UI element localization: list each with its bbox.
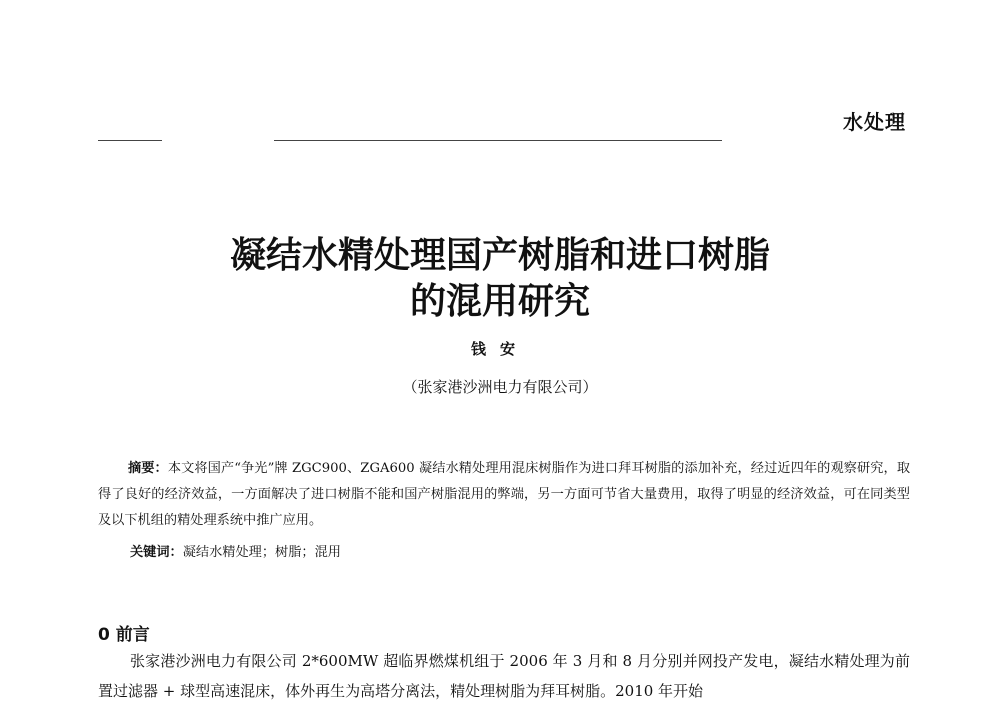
title-line-1: 凝结水精处理国产树脂和进口树脂	[229, 235, 770, 276]
section-label: 水处理	[843, 110, 906, 134]
abstract	[98, 456, 910, 534]
title-line-2: 的混用研究	[409, 281, 590, 322]
affiliation: （张家港沙洲电力有限公司）	[402, 378, 598, 396]
abstract-label: 摘要：	[128, 461, 168, 476]
keywords-label: 关键词：	[130, 545, 183, 560]
section-heading: 0 前言	[98, 625, 150, 645]
body-paragraph: 张家港沙洲电力有限公司 2*600MW 超临界燃煤机组于 2006 年 3 月和 8 月分别并网投产发电，凝结水精处理为前置过滤器 + 球型高速混床，体外再生为高塔分离法，精处理树脂为拜耳树脂。2010 年开始	[98, 652, 910, 700]
header-rule-left	[98, 140, 162, 141]
abstract-text: 本文将国产“争光”牌 ZGC900、ZGA600 凝结水精处理用混床树脂作为进口拜耳树脂的添加补充，经过近四年的观察研究，取得了良好的经济效益，一方面解决了进口树脂不能和国产树脂混用的弊端，另一方面可节省大量费用，取得了明显的经济效益，可在同类型及以下机组的精处理系统中推广应用。	[98, 461, 911, 528]
author: 钱安	[470, 340, 529, 358]
article-title	[0, 233, 1000, 325]
keywords	[130, 543, 341, 563]
header-rule-right	[274, 140, 722, 141]
keywords-text: 凝结水精处理；树脂；混用	[182, 545, 341, 560]
